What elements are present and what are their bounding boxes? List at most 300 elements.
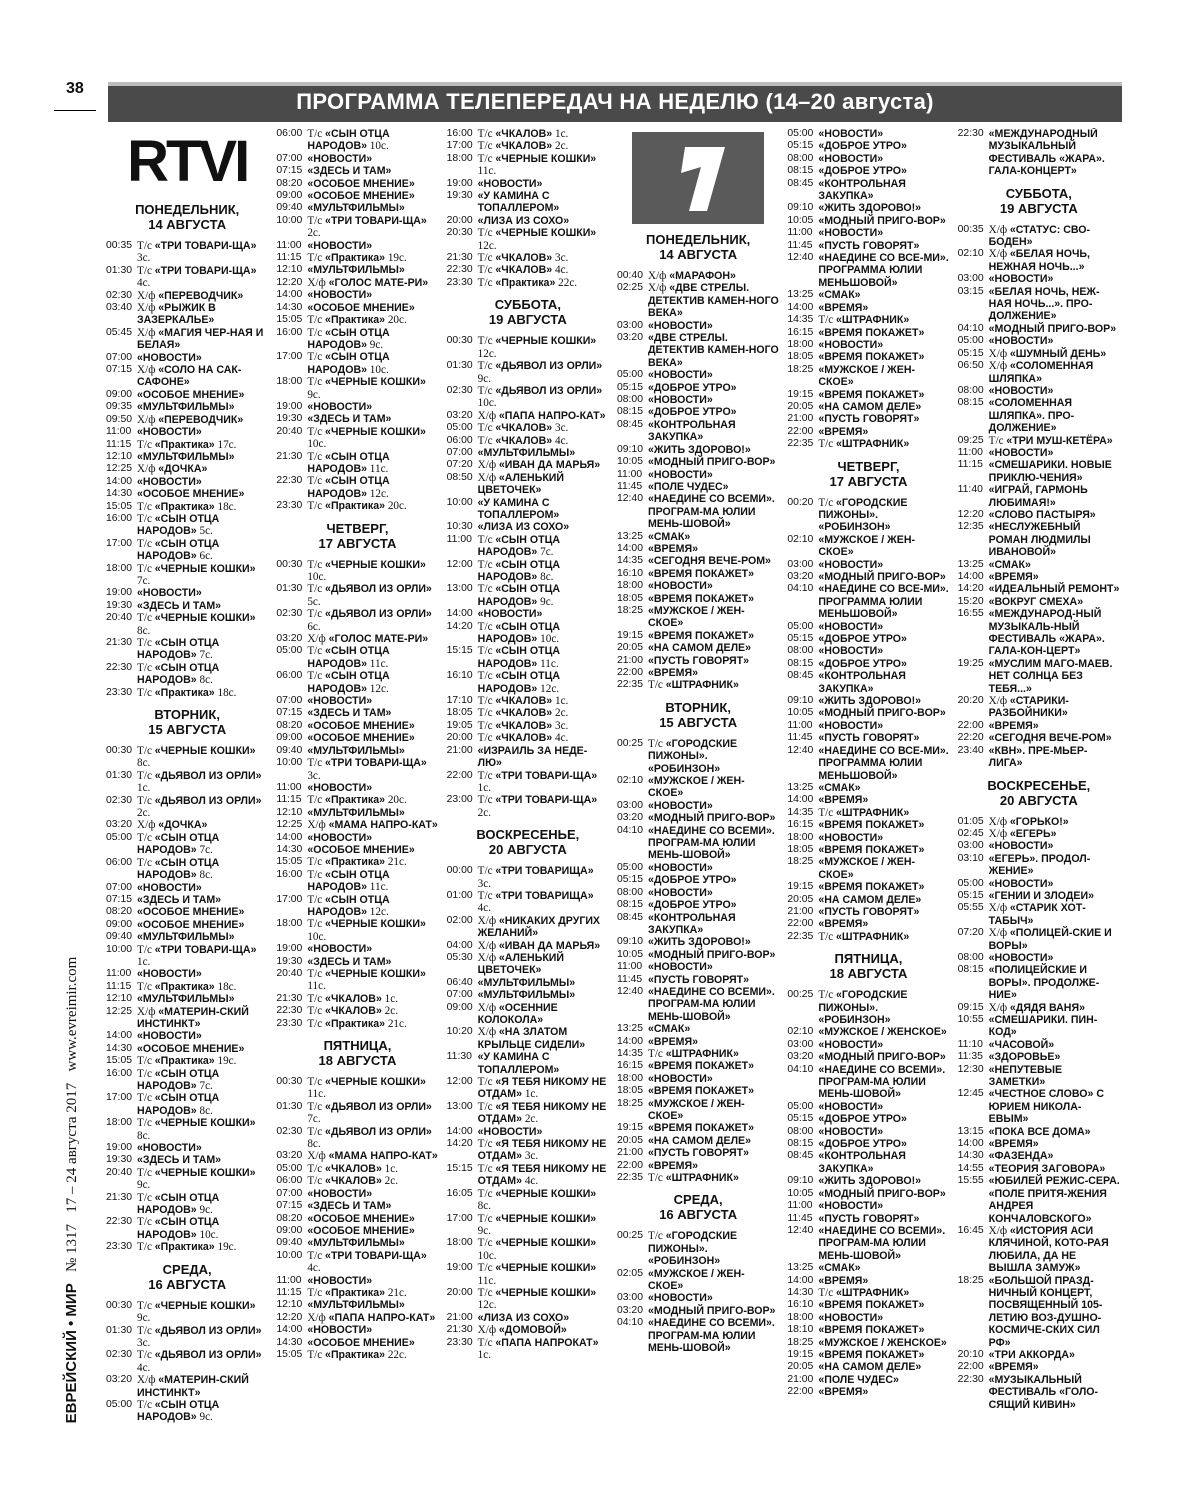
- listing-time: 11:00: [787, 719, 813, 731]
- listing-time: 22:00: [616, 667, 643, 678]
- program-title: «АЛЕНЬКИЙ ЦВЕТОЧЕК»: [477, 951, 565, 977]
- program-title: «ВРЕМЯ ПОКАЖЕТ»: [818, 819, 925, 832]
- program-title: «ДЬЯВОЛ ИЗ ОРЛИ»: [154, 1349, 262, 1362]
- listing-time: 11:30: [446, 1051, 472, 1063]
- listing-entry: [958, 853, 1120, 878]
- listing-program: Х/ф «МАГИЯ ЧЕР-НАЯ И БЕЛАЯ»: [137, 326, 264, 352]
- listing-time: 03:00: [616, 1292, 643, 1304]
- program-title: «СЫН ОТЦА НАРОДОВ»: [137, 661, 220, 687]
- listing-program: Т/с «ТРИ ТОВАРИ-ЩА» 1с.: [477, 769, 598, 794]
- listing-time: 09:10: [787, 695, 814, 707]
- listing-entry: [447, 608, 609, 620]
- listing-entry: [106, 451, 268, 463]
- listing-program: Т/с «СЫН ОТЦА НАРОДОВ» 9с.: [137, 1398, 220, 1424]
- listing-entry: [787, 1113, 949, 1125]
- listing-time: 18:25: [616, 604, 643, 616]
- program-title: «ВРЕМЯ»: [818, 1274, 869, 1287]
- listing-entry: [276, 202, 438, 214]
- listing-program: [648, 593, 779, 605]
- program-title: «НОВОСТИ»: [647, 1072, 713, 1085]
- listing-time: 01:30: [276, 1100, 303, 1112]
- listing-entry: [447, 1324, 609, 1336]
- listing-time: 05:00: [616, 369, 643, 381]
- listing-entry: [617, 642, 779, 654]
- listing-program: Т/с «СЫН ОТЦА НАРОДОВ» 8с.: [477, 558, 560, 583]
- listing-time: 15:05: [276, 856, 303, 868]
- listing-program: Т/с «ЧЕРНЫЕ КОШКИ» 12с.: [477, 227, 597, 252]
- program-title: «МУЛЬТФИЛЬМЫ»: [137, 931, 235, 944]
- listing-program: [137, 389, 268, 401]
- program-title: «НОВОСТИ»: [477, 177, 543, 190]
- listing-time: 21:30: [106, 637, 133, 648]
- listing-program: Т/с «ДЬЯВОЛ ИЗ ОРЛИ» 10с.: [477, 384, 603, 410]
- listing-program: Т/с «СЫН ОТЦА НАРОДОВ» 9с.: [307, 326, 390, 351]
- listing-program: Т/с «ГОРОДСКИЕ ПИЖОНЫ». «РОБИНЗОН»: [647, 737, 738, 775]
- program-title: «СОЛОМЕННАЯ ШЛЯПКА»: [988, 360, 1094, 385]
- listing-entry: [787, 1262, 949, 1274]
- program-title: «НЕПУТЕВЫЕ ЗАМЕТКИ»: [988, 1063, 1063, 1089]
- listing-entry: [958, 1349, 1120, 1361]
- listing-time: 05:00: [957, 877, 984, 889]
- listing-entry: [276, 1126, 438, 1151]
- listing-entry: [106, 857, 268, 882]
- listing-entry: [447, 277, 609, 289]
- listing-program: [818, 1386, 949, 1398]
- listing-program: [818, 128, 949, 140]
- program-title: «ЧКАЛОВ»: [495, 434, 553, 447]
- program-title: «МЕЖДУНАРОДНЫЙ МУЗЫКАЛЬНЫЙ ФЕСТИВАЛЬ «ЖАРА». ГАЛА-КОНЦЕРТ»: [988, 128, 1105, 178]
- listing-entry: [447, 670, 609, 695]
- program-title: «ЧКАЛОВ»: [495, 732, 553, 745]
- listing-program: Х/ф «ДЯДЯ ВАНЯ»: [988, 1001, 1085, 1014]
- listing-time: 12:10: [106, 450, 133, 462]
- listing-time: 11:40: [957, 484, 983, 496]
- listing-program: Т/с «ЧКАЛОВ» 4с.: [477, 732, 569, 745]
- listing-time: 19:30: [276, 413, 303, 425]
- program-title: «ЧЕРНЫЕ КОШКИ»: [495, 1237, 597, 1250]
- listing-program: Т/с «ЧКАЛОВ» 1с.: [477, 128, 569, 140]
- listing-time: 19:30: [106, 599, 133, 611]
- program-title: «Я ТЕБЯ НИКОМУ НЕ ОТДАМ»: [477, 1100, 607, 1126]
- program-title: «ЕГЕРЬ». ПРОДОЛ-ЖЕНИЕ»: [988, 852, 1091, 878]
- listing-entry: [447, 583, 609, 608]
- program-title: «СЫН ОТЦА НАРОДОВ»: [477, 558, 560, 583]
- listing-program: [307, 401, 438, 413]
- listing-entry: [617, 580, 779, 592]
- listing-program: Х/ф «СОЛОМЕННАЯ ШЛЯПКА»: [988, 360, 1094, 385]
- listing-time: 11:15: [106, 980, 132, 992]
- listing-entry: [787, 583, 949, 620]
- listing-entry: [276, 252, 438, 264]
- listing-time: 06:00: [276, 1175, 303, 1187]
- listing-program: [137, 401, 268, 413]
- program-title: «МОДНЫЙ ПРИГО-ВОР»: [818, 571, 946, 583]
- listing-entry: [787, 1299, 949, 1311]
- program-title: «СЫН ОТЦА НАРОДОВ»: [307, 645, 390, 670]
- listing-time: 20:40: [106, 1166, 133, 1178]
- listing-entry: [447, 435, 609, 447]
- program-title: «ОСОБОЕ МНЕНИЕ»: [307, 301, 415, 314]
- listing-entry: [106, 538, 268, 563]
- listing-time: 03:00: [957, 273, 984, 285]
- program-title: «МУЛЬТФИЛЬМЫ»: [307, 1237, 405, 1250]
- program-title: «МОДНЫЙ ПРИГО-ВОР»: [818, 1187, 946, 1200]
- program-title: «ШТРАФНИК»: [836, 1286, 910, 1299]
- program-title: «ПУСТЬ ГОВОРЯТ»: [647, 1147, 750, 1160]
- listing-time: 18:00: [616, 1072, 643, 1084]
- program-title: «ДОБРОЕ УТРО»: [818, 140, 907, 153]
- listing-time: 02:45: [957, 827, 984, 839]
- listing-time: 05:45: [106, 326, 133, 338]
- program-title: «НОВОСТИ»: [818, 1038, 884, 1051]
- day-heading: ПЯТНИЦА, 18 АВГУСТА: [829, 951, 908, 982]
- listing-program: [307, 1237, 438, 1249]
- listing-time: 00:25: [616, 737, 643, 749]
- listing-program: [307, 153, 438, 165]
- listing-time: 11:00: [787, 227, 813, 239]
- listing-time: 08:15: [787, 165, 814, 177]
- listing-program: [818, 178, 949, 203]
- listing-program: Т/с «ЧЕРНЫЕ КОШКИ» 8с.: [137, 745, 256, 770]
- listing-program: Т/с «ТРИ ТОВАРИ-ЩА» 2с.: [307, 214, 427, 240]
- listing-time: 11:15: [276, 794, 302, 806]
- listing-entry: [958, 248, 1120, 273]
- listing-program: [648, 800, 779, 812]
- listing-program: [307, 1200, 438, 1212]
- listing-time: 15:05: [106, 1055, 133, 1067]
- program-title: «СМЕШАРИКИ. ПИН-КОД»: [988, 1014, 1098, 1039]
- program-title: «ЗДЕСЬ И ТАМ»: [137, 1154, 222, 1167]
- listing-entry: [447, 865, 609, 890]
- listing-program: Х/ф «СТАРИК ХОТ-ТАБЫЧ»: [988, 902, 1086, 927]
- listing-entry: [276, 782, 438, 794]
- listing-program: Х/ф «ГОЛОС МАТЕ-РИ»: [307, 276, 429, 289]
- listing-time: 14:00: [957, 571, 984, 582]
- listing-program: [307, 832, 438, 844]
- listing-time: 21:00: [616, 654, 643, 666]
- listing-program: Т/с «Практика» 17с.: [137, 438, 237, 451]
- listing-time: 22:00: [446, 769, 473, 781]
- listing-time: 05:00: [276, 645, 303, 657]
- program-title: «МОДНЫЙ ПРИГО-ВОР»: [988, 322, 1117, 335]
- listing-entry: [617, 406, 779, 418]
- listing-time: 22:30: [276, 475, 303, 487]
- listing-time: 07:15: [106, 364, 133, 376]
- listing-time: 14:35: [787, 806, 814, 818]
- listing-program: Х/ф «ДОМОВОЙ»: [477, 1324, 567, 1337]
- program-title: «НАЕДИНЕ СО ВСЕМИ». ПРОГРАМ-МА ЮЛИИ МЕНЬ-ШОВОЙ»: [818, 1224, 946, 1262]
- program-title: «ПЕРЕВОДЧИК»: [158, 289, 244, 302]
- listing-time: 06:00: [276, 670, 303, 682]
- listing-program: [307, 202, 438, 214]
- program-title: «ЧКАЛОВ»: [325, 992, 382, 1005]
- banner-title: ПРОГРАММА ТЕЛЕПЕРЕДАЧ НА НЕДЕЛЮ (14–20 августа): [296, 89, 934, 114]
- program-title: «МУЛЬТФИЛЬМЫ»: [477, 989, 576, 1002]
- program-title: «Практика»: [325, 252, 386, 265]
- listing-time: 07:00: [276, 152, 303, 164]
- listing-time: 16:00: [106, 512, 133, 524]
- listing-time: 14:00: [276, 831, 303, 843]
- listing-entry: [787, 202, 949, 214]
- listing-time: 20:20: [957, 695, 984, 707]
- program-title: «ДЬЯВОЛ ИЗ ОРЛИ»: [325, 1100, 432, 1113]
- listing-program: Х/ф «АЛЕНЬКИЙ ЦВЕТОЧЕК»: [477, 471, 565, 497]
- listing-program: [818, 1101, 949, 1113]
- listing-time: 08:00: [787, 1125, 814, 1137]
- listing-entry: [447, 1138, 609, 1163]
- listing-time: 02:30: [276, 1125, 303, 1137]
- program-title: «ВРЕМЯ ПОКАЖЕТ»: [818, 881, 925, 894]
- program-title: «МУЖСКОЕ / ЖЕН-СКОЕ»: [647, 604, 745, 630]
- listing-time: 16:00: [276, 326, 303, 338]
- listing-time: 07:15: [276, 707, 303, 719]
- program-title: «ЧЕРНЫЕ КОШКИ»: [154, 1117, 256, 1130]
- listing-program: [989, 1138, 1120, 1150]
- listing-time: 14:00: [616, 542, 643, 554]
- listing-program: [818, 1126, 949, 1138]
- program-title: «КОНТРОЛЬНАЯ ЗАКУПКА»: [647, 418, 736, 444]
- listing-program: [648, 949, 779, 961]
- listing-time: 09:00: [276, 732, 303, 744]
- program-title: «ДОБРОЕ УТРО»: [647, 381, 737, 394]
- listing-time: 08:15: [787, 657, 814, 669]
- program-title: «ЗДЕСЬ И ТАМ»: [307, 1200, 392, 1213]
- listing-program: [648, 655, 779, 667]
- listing-program: [648, 555, 779, 567]
- listing-time: 03:15: [957, 285, 984, 297]
- listing-entry: [787, 856, 949, 881]
- program-title: «Практика»: [154, 1241, 215, 1254]
- listing-time: 09:40: [276, 202, 303, 214]
- program-title: «У КАМИНА С ТОПАЛЛЕРОМ»: [477, 1051, 560, 1076]
- program-title: «СЫН ОТЦА НАРОДОВ»: [137, 1092, 220, 1117]
- listing-entry: [958, 1175, 1120, 1225]
- listing-time: 16:15: [787, 819, 814, 831]
- listing-entry: [787, 1051, 949, 1063]
- listing-entry: [106, 563, 268, 588]
- listing-time: 01:05: [957, 815, 984, 827]
- listing-program: [648, 825, 779, 862]
- program-title: «СЫН ОТЦА НАРОДОВ»: [137, 1191, 220, 1217]
- listing-time: 11:10: [957, 1038, 983, 1050]
- listing-entry: [447, 1237, 609, 1262]
- listing-time: 23:30: [106, 686, 133, 698]
- listing-time: 21:30: [106, 1191, 133, 1203]
- listing-program: [989, 745, 1120, 770]
- listing-entry: [276, 1349, 438, 1361]
- listing-entry: [447, 227, 609, 252]
- program-title: «МУЛЬТФИЛЬМЫ»: [307, 202, 405, 215]
- listing-entry: [106, 931, 268, 943]
- listing-program: Т/с «Практика» 18с.: [137, 500, 237, 513]
- listing-program: Т/с «Практика» 20с.: [307, 794, 407, 807]
- listing-time: 14:20: [957, 583, 984, 595]
- listing-program: Х/ф «ИСТОРИЯ АСИ КЛЯЧИНОЙ, КОТО-РАЯ ЛЮБИЛА, ДА НЕ ВЫШЛА ЗАМУЖ»: [988, 1224, 1109, 1275]
- listing-time: 14:30: [276, 1336, 303, 1348]
- listing-entry: [958, 596, 1120, 608]
- listing-time: 03:20: [106, 819, 133, 831]
- listing-program: [307, 178, 438, 190]
- listing-entry: [787, 389, 949, 401]
- listing-entry: [958, 1150, 1120, 1162]
- listing-time: 20:05: [787, 893, 814, 905]
- program-title: «ДЬЯВОЛ ИЗ ОРЛИ»: [154, 1324, 262, 1337]
- listing-time: 18:05: [787, 351, 814, 363]
- listing-program: [648, 444, 779, 456]
- listing-program: Т/с «Практика» 22с.: [477, 276, 578, 289]
- listing-program: [137, 894, 268, 906]
- listing-program: [478, 1312, 609, 1324]
- listing-entry: [276, 633, 438, 645]
- program-title: «СМАК»: [647, 1023, 691, 1036]
- program-title: «ЗДОРОВЬЕ»: [988, 1051, 1061, 1064]
- listing-entry: [447, 497, 609, 522]
- listing-program: [307, 956, 438, 968]
- program-title: «ЖИТЬ ЗДОРОВО!»: [818, 695, 922, 708]
- listing-time: 21:00: [446, 744, 473, 756]
- program-title: «ДЬЯВОЛ ИЗ ОРЛИ»: [325, 1125, 432, 1138]
- listing-entry: [106, 1154, 268, 1166]
- listing-entry: [276, 413, 438, 425]
- listing-time: 02:30: [106, 794, 133, 806]
- program-title: «ДОБРОЕ УТРО»: [647, 406, 737, 419]
- program-title: «Я ТЕБЯ НИКОМУ НЕ ОТДАМ»: [477, 1076, 607, 1101]
- listing-program: Т/с «ГОРОДСКИЕ ПИЖОНЫ». «РОБИНЗОН»: [647, 1230, 738, 1268]
- listing-program: [818, 819, 949, 831]
- listing-entry: [617, 667, 779, 679]
- program-title: «СЫН ОТЦА НАРОДОВ»: [477, 670, 560, 695]
- listing-entry: [276, 757, 438, 782]
- listing-program: [989, 840, 1120, 852]
- listing-program: Т/с «ГОРОДСКИЕ ПИЖОНЫ». «РОБИНЗОН»: [818, 989, 908, 1026]
- listing-entry: [958, 608, 1120, 658]
- listing-program: Х/ф «АЛЕНЬКИЙ ЦВЕТОЧЕК»: [477, 951, 565, 977]
- listing-entry: [617, 775, 779, 800]
- listing-program: Т/с «ЧЕРНЫЕ КОШКИ» 12с.: [477, 1286, 597, 1312]
- program-title: «НОВОСТИ»: [307, 943, 373, 956]
- listing-time: 17:10: [446, 695, 473, 707]
- listing-program: [989, 484, 1120, 509]
- listing-time: 19:15: [787, 1348, 814, 1360]
- listing-entry: [276, 832, 438, 844]
- listing-program: Т/с «ЧЕРНЫЕ КОШКИ» 11с.: [307, 968, 426, 993]
- listing-entry: [447, 1188, 609, 1213]
- listing-program: Х/ф «ДОЧКА»: [137, 463, 208, 476]
- listing-time: 23:30: [446, 276, 473, 288]
- listing-program: Т/с «ГОРОДСКИЕ ПИЖОНЫ». «РОБИНЗОН»: [818, 496, 908, 534]
- program-title: «НОВОСТИ»: [647, 799, 713, 812]
- listing-time: 18:00: [787, 338, 814, 350]
- listing-entry: [447, 720, 609, 732]
- listing-time: 02:00: [446, 914, 473, 926]
- listing-program: [648, 775, 779, 800]
- listing-program: Т/с «СЫН ОТЦА НАРОДОВ» 10с.: [307, 351, 390, 376]
- listing-program: [989, 1163, 1120, 1175]
- listing-entry: [106, 745, 268, 770]
- program-title: «НОВОСТИ»: [818, 1125, 884, 1138]
- listing-column: [787, 128, 953, 1490]
- program-title: «НОВОСТИ»: [647, 319, 713, 332]
- listing-time: 04:00: [446, 939, 473, 951]
- listing-program: Т/с «Практика» 18с.: [137, 980, 237, 993]
- program-title: «СМАК»: [818, 289, 861, 302]
- listing-entry: [447, 890, 609, 915]
- program-title: «МОДНЫЙ ПРИГО-ВОР»: [818, 707, 946, 720]
- listing-entry: [276, 327, 438, 352]
- program-title: «ДОЧКА»: [158, 463, 208, 476]
- listing-entry: [958, 828, 1120, 840]
- listing-time: 12:00: [446, 1076, 473, 1088]
- program-title: «ОСОБОЕ МНЕНИЕ»: [137, 1042, 245, 1055]
- listing-time: 05:00: [106, 831, 133, 843]
- listing-time: 09:00: [106, 388, 133, 400]
- listing-program: Т/с «Практика» 21с.: [307, 1017, 407, 1030]
- listing-time: 03:00: [616, 799, 643, 811]
- program-title: «МУЖСКОЕ / ЖЕН-СКОЕ»: [647, 1097, 745, 1122]
- listing-time: 18:00: [446, 152, 473, 164]
- listing-entry: [787, 1213, 949, 1225]
- listing-program: [648, 1036, 779, 1048]
- listing-entry: [787, 1374, 949, 1386]
- program-title: «ПУСТЬ ГОВОРЯТ»: [818, 732, 920, 745]
- listing-time: 18:00: [276, 918, 303, 930]
- listing-entry: [787, 695, 949, 707]
- listing-entry: [447, 915, 609, 940]
- program-title: «ВРЕМЯ»: [818, 1386, 869, 1399]
- listing-entry: [276, 401, 438, 413]
- program-title: «Практика»: [325, 314, 386, 327]
- listing-time: 15:55: [957, 1175, 984, 1187]
- listing-entry: [617, 332, 779, 369]
- listing-program: [648, 812, 779, 824]
- listing-time: 08:45: [616, 911, 643, 923]
- program-title: «ШТРАФНИК»: [836, 806, 910, 819]
- listing-time: 00:30: [276, 558, 303, 570]
- program-title: «ПОЛЕ ЧУДЕС»: [818, 1373, 899, 1386]
- listing-time: 22:35: [787, 930, 814, 942]
- listing-program: [478, 178, 609, 190]
- listing-time: 02:10: [616, 775, 643, 787]
- listing-entry: [787, 844, 949, 856]
- program-title: «НОВОСТИ»: [137, 587, 202, 600]
- listing-time: 19:15: [616, 1122, 643, 1134]
- listing-program: [989, 1051, 1120, 1063]
- listing-program: [989, 964, 1120, 1001]
- program-title: «ЧКАЛОВ»: [495, 422, 553, 435]
- listing-time: 14:30: [106, 1042, 133, 1054]
- listing-entry: [447, 385, 609, 410]
- listing-time: 21:00: [787, 413, 814, 425]
- listing-entry: [787, 413, 949, 425]
- listing-time: 07:20: [446, 459, 473, 471]
- listing-entry: [617, 568, 779, 580]
- listing-program: [307, 165, 438, 177]
- listing-program: [137, 919, 268, 931]
- listing-time: 11:45: [616, 973, 643, 985]
- listing-program: [648, 986, 779, 1023]
- listing-entry: [617, 800, 779, 812]
- program-title: «ЧКАЛОВ»: [325, 1005, 382, 1018]
- listing-time: 15:20: [957, 595, 984, 607]
- banner-highlight: [108, 82, 1122, 86]
- listing-entry: [787, 931, 949, 943]
- listing-program: [648, 1122, 779, 1134]
- listing-program: Т/с «Практика» 19с.: [307, 252, 407, 265]
- program-title: «ЕГЕРЬ»: [1009, 827, 1057, 840]
- program-title: «НАЕДИНЕ СО ВСЕ-МИ». ПРОГРАММА ЮЛИИ МЕНЬШОВОЙ»: [818, 252, 949, 289]
- listing-entry: [958, 1275, 1120, 1349]
- listing-entry: [787, 1064, 949, 1101]
